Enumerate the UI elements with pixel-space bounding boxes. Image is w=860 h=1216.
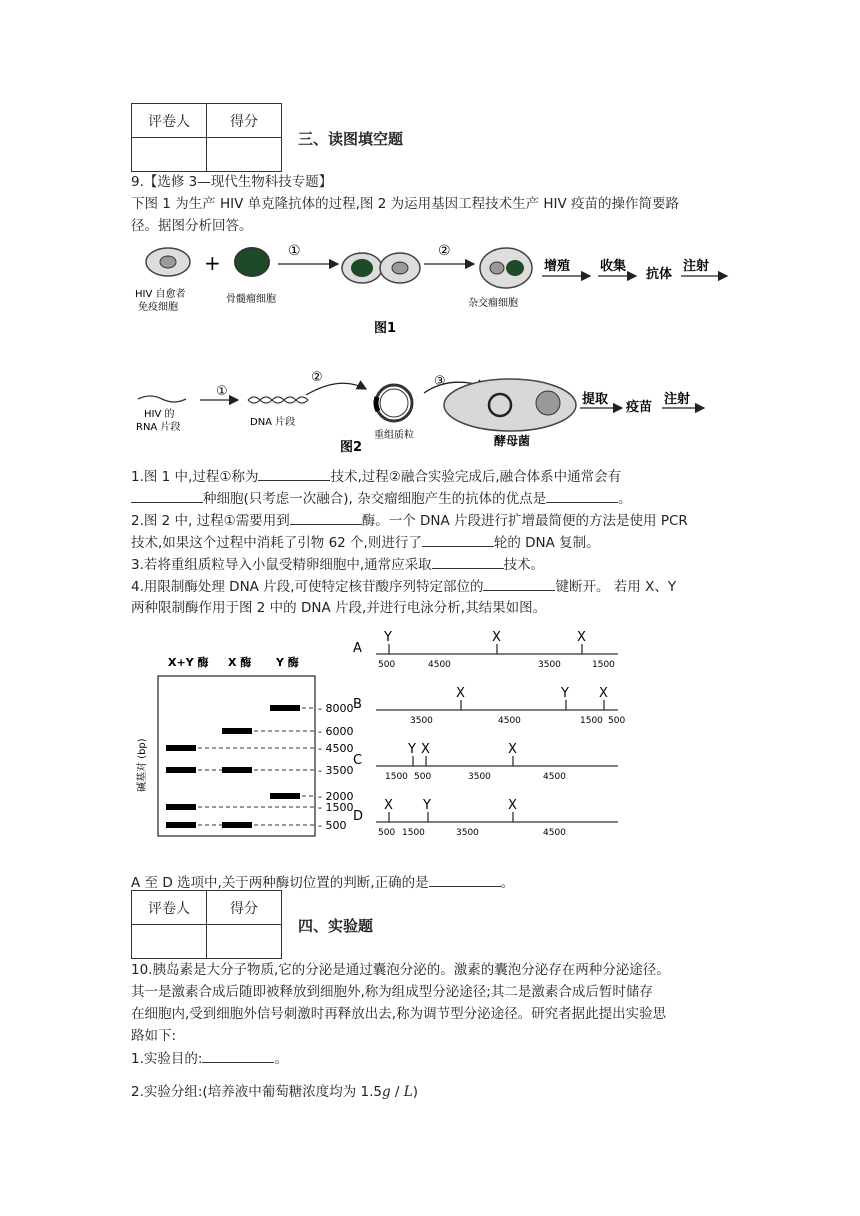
step-2: ② <box>438 243 451 259</box>
gel-band <box>166 745 196 751</box>
score-header: 得分 <box>207 891 282 925</box>
hybridoma-label: 杂交瘤细胞 <box>468 298 518 309</box>
vaccine-label: 疫苗 <box>626 400 653 415</box>
step-inject: 注射 <box>683 259 710 274</box>
lane-label: Y 酶 <box>276 656 299 669</box>
marker-label: - 500 <box>318 819 347 832</box>
cut-label: Y <box>561 686 569 701</box>
score-table <box>131 103 282 172</box>
q10-text: 其一是激素合成后随即被释放到细胞外,称为组成型分泌途径;其二是激素合成后暂时储存 <box>131 984 653 1000</box>
rna-strand-icon <box>138 396 186 402</box>
q4-question-text: A 至 D 选项中,关于两种酶切位置的判断,正确的是 <box>131 875 429 891</box>
section-title: 三、读图填空题 <box>298 130 404 148</box>
q10-sub1-text: 1.实验目的: <box>131 1051 203 1067</box>
score-cell <box>207 138 282 172</box>
gel-ylabel: 碱基对 (bp) <box>137 738 148 792</box>
option-letter: C <box>353 753 363 768</box>
cut-label: X <box>508 798 517 813</box>
gel-band <box>222 728 252 734</box>
q3-text: 技术。 <box>503 557 545 573</box>
marker-label: - 1500 <box>318 801 354 814</box>
gel-band <box>166 767 196 773</box>
gel-band <box>166 822 196 828</box>
gel-figure <box>130 650 363 845</box>
figure-2-caption: 图2 <box>340 440 363 455</box>
section-title: 四、实验题 <box>298 917 374 935</box>
figure-1 <box>130 240 730 340</box>
dna-label: DNA 片段 <box>250 417 296 428</box>
gel-band <box>270 793 300 799</box>
q2-line <box>131 510 688 531</box>
answer-blank[interactable] <box>202 1048 274 1063</box>
score-header: 得分 <box>207 104 282 138</box>
marker-label: - 6000 <box>318 725 354 738</box>
unit-slash: / <box>390 1084 404 1100</box>
figure-1-caption: 图1 <box>374 321 397 336</box>
segment-length: 4500 <box>428 660 451 670</box>
q1-line <box>131 466 621 487</box>
answer-blank[interactable] <box>290 510 362 525</box>
q4-line <box>131 576 676 597</box>
marker-label: - 8000 <box>318 702 354 715</box>
segment-length: 3500 <box>456 828 479 838</box>
gel-band <box>166 804 196 810</box>
segment-length: 1500 <box>402 828 425 838</box>
segment-length: 3500 <box>538 660 561 670</box>
inject-label: 注射 <box>664 392 691 407</box>
gel-band <box>222 822 252 828</box>
cut-label: Y <box>408 742 416 757</box>
gel-band <box>222 767 252 773</box>
restriction-map-options <box>350 624 630 844</box>
rna-label: HIV 的 <box>144 409 175 420</box>
cut-label: X <box>599 686 608 701</box>
q10-sub2-text: 2.实验分组:(培养液中葡萄糖浓度均为 1.5 <box>131 1084 382 1100</box>
segment-length: 500 <box>414 772 432 782</box>
segment-length: 1500 <box>592 660 615 670</box>
cut-label: Y <box>384 630 392 645</box>
q1-line <box>131 488 632 509</box>
extract-label: 提取 <box>582 392 609 407</box>
immune-cell-label: 免疫细胞 <box>138 302 178 313</box>
myeloma-cell-icon <box>235 248 269 276</box>
q2-text: 轮的 DNA 复制。 <box>493 535 600 551</box>
step-1: ① <box>288 243 301 259</box>
figure-2 <box>130 365 730 465</box>
rna-label: RNA 片段 <box>136 422 181 433</box>
q2-line <box>131 532 600 553</box>
cut-label: Y <box>423 798 431 813</box>
cut-label: X <box>577 630 586 645</box>
cut-label: X <box>456 686 465 701</box>
cut-label: X <box>508 742 517 757</box>
q10-sub1 <box>131 1048 288 1069</box>
q4-text: 4.用限制酶处理 DNA 片段,可使特定核苷酸序列特定部位的 <box>131 579 484 595</box>
hybridoma-cell-icon <box>480 248 532 288</box>
answer-blank[interactable] <box>546 488 618 503</box>
q3-line <box>131 554 544 575</box>
cut-label: X <box>492 630 501 645</box>
q2-text: 技术,如果这个过程中消耗了引物 62 个,则进行了 <box>131 535 422 551</box>
q1-text: 1.图 1 中,过程①称为 <box>131 469 259 485</box>
marker-label: - 3500 <box>318 764 354 777</box>
yeast-label: 酵母菌 <box>494 434 531 448</box>
q2-text: 2.图 2 中, 过程①需要用到 <box>131 513 290 529</box>
q1-text: 种细胞(只考虑一次融合), 杂交瘤细胞产生的抗体的优点是 <box>203 491 547 507</box>
answer-blank[interactable] <box>258 466 330 481</box>
q10-text: 在细胞内,受到细胞外信号刺激时再释放出去,称为调节型分泌途径。研究者据此提出实验思 <box>131 1006 667 1022</box>
fusing-cells-icon <box>342 253 420 283</box>
score-cell <box>207 925 282 959</box>
option-letter: B <box>353 697 362 712</box>
marker-label: - 2000 <box>318 790 354 803</box>
q4-text: 键断开。 若用 X、Y <box>555 579 677 595</box>
antibody-label: 抗体 <box>646 267 673 282</box>
question-header: 9.【选修 3—现代生物科技专题】 <box>131 174 333 190</box>
step-2: ② <box>311 370 323 385</box>
q1-text: 。 <box>618 491 632 507</box>
immune-cell-label: HIV 自愈者 <box>135 289 186 300</box>
segment-length: 4500 <box>543 772 566 782</box>
answer-blank[interactable] <box>131 488 203 503</box>
q10-sub1-text: 。 <box>274 1051 288 1067</box>
grader-header: 评卷人 <box>132 104 207 138</box>
q10-sub2 <box>131 1082 418 1102</box>
myeloma-cell-label: 骨髓瘤细胞 <box>226 294 276 305</box>
grader-cell <box>132 138 207 172</box>
lane-label: X 酶 <box>228 656 252 669</box>
score-table <box>131 890 282 959</box>
unit-l: L <box>403 1084 413 1100</box>
answer-blank[interactable] <box>432 554 504 569</box>
q10-text: 10.胰岛素是大分子物质,它的分泌是通过囊泡分泌的。激素的囊泡分泌存在两种分泌途径。 <box>131 962 670 978</box>
gel-band <box>270 705 300 711</box>
q2-text: 酶。一个 DNA 片段进行扩增最简便的方法是使用 PCR <box>361 513 688 529</box>
option-letter: A <box>353 641 362 656</box>
unit-g: g <box>381 1084 391 1100</box>
q4-line: 两种限制酶作用于图 2 中的 DNA 片段,并进行电泳分析,其结果如图。 <box>131 600 547 616</box>
answer-blank[interactable] <box>483 576 555 591</box>
plasmid-label: 重组质粒 <box>374 430 414 441</box>
yeast-cell-icon <box>444 379 576 431</box>
dna-helix-icon <box>248 397 308 403</box>
cut-label: X <box>421 742 430 757</box>
grader-header: 评卷人 <box>132 891 207 925</box>
answer-blank[interactable] <box>429 872 501 887</box>
plasmid-icon <box>376 385 412 421</box>
option-letter: D <box>353 809 364 824</box>
gel-frame <box>158 676 315 836</box>
segment-length: 500 <box>608 716 626 726</box>
immune-cell-icon <box>146 248 190 276</box>
question-intro: 径。据图分析回答。 <box>131 218 253 234</box>
segment-length: 4500 <box>498 716 521 726</box>
segment-length: 500 <box>378 828 396 838</box>
step-grow: 增殖 <box>544 259 571 274</box>
plus-sign: + <box>204 251 221 275</box>
segment-length: 3500 <box>410 716 433 726</box>
segment-length: 3500 <box>468 772 491 782</box>
answer-blank[interactable] <box>422 532 494 547</box>
q3-text: 3.若将重组质粒导入小鼠受精卵细胞中,通常应采取 <box>131 557 432 573</box>
cut-label: X <box>384 798 393 813</box>
step-collect: 收集 <box>600 259 627 274</box>
q10-sub2-text: ) <box>412 1084 419 1100</box>
step-3: ③ <box>434 374 446 389</box>
step-1: ① <box>216 384 228 399</box>
grader-cell <box>132 925 207 959</box>
q4-question-text: 。 <box>500 875 515 891</box>
q1-text: 技术,过程②融合实验完成后,融合体系中通常会有 <box>330 469 622 485</box>
segment-length: 1500 <box>385 772 408 782</box>
marker-label: - 4500 <box>318 742 354 755</box>
lane-label: X+Y 酶 <box>168 656 209 669</box>
question-intro: 下图 1 为生产 HIV 单克隆抗体的过程,图 2 为运用基因工程技术生产 HIV 疫苗的操作简要路 <box>131 196 680 212</box>
q10-text: 路如下: <box>131 1028 177 1044</box>
segment-length: 4500 <box>543 828 566 838</box>
segment-length: 500 <box>378 660 396 670</box>
segment-length: 1500 <box>580 716 603 726</box>
